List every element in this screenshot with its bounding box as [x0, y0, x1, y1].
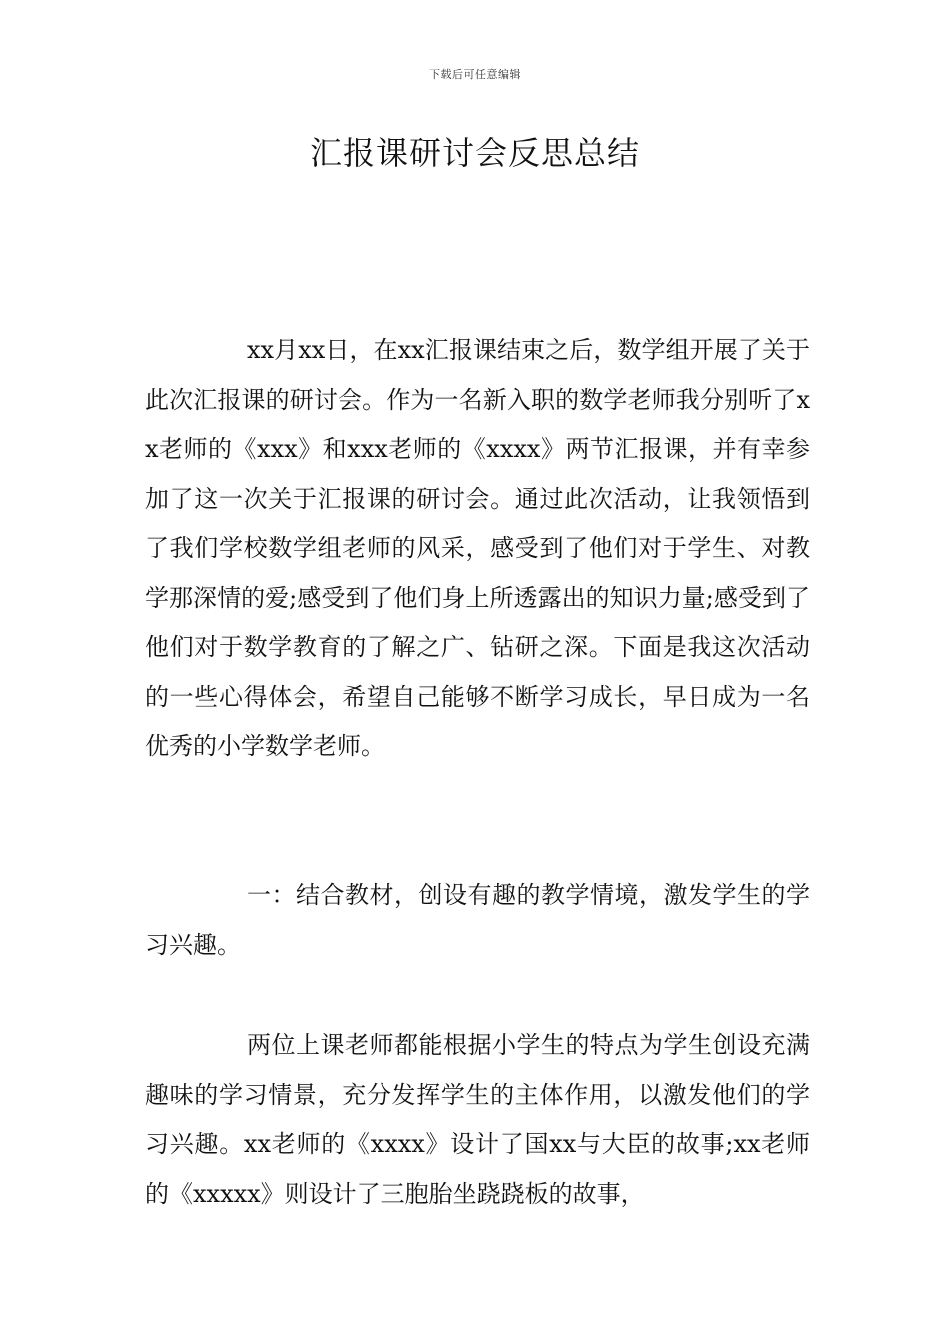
download-note: 下载后可任意编辑	[429, 68, 521, 81]
paragraph-intro: xx月xx日，在xx汇报课结束之后，数学组开展了关于此次汇报课的研讨会。作为一名新入职的数学老师我分别听了xx老师的《xxx》和xxx老师的《xxxx》两节汇报课，并有幸参加了这一次关于汇报课的研讨会。通过此次活动，让我领悟到了我们学校数学组老师的风采，感受到了他们对于学生、对教学那深情的爱;感受到了他们身上所透露出的知识力量;感受到了他们对于数学教育的了解之广、钻研之深。下面是我这次活动的一些心得体会，希望自己能够不断学习成长，早日成为一名优秀的小学数学老师。	[145, 336, 810, 760]
section-heading-1: 一：结合教材，创设有趣的教学情境，激发学生的学习兴趣。	[145, 881, 810, 959]
paragraph-section-1: 两位上课老师都能根据小学生的特点为学生创设充满趣味的学习情景，充分发挥学生的主体作用，以激发他们的学习兴趣。xx老师的《xxxx》设计了国xx与大臣的故事;xx老师的《xxxxx》则设计了三胞胎坐跷跷板的故事，	[145, 1031, 810, 1208]
document-title: 汇报课研讨会反思总结	[309, 134, 640, 172]
